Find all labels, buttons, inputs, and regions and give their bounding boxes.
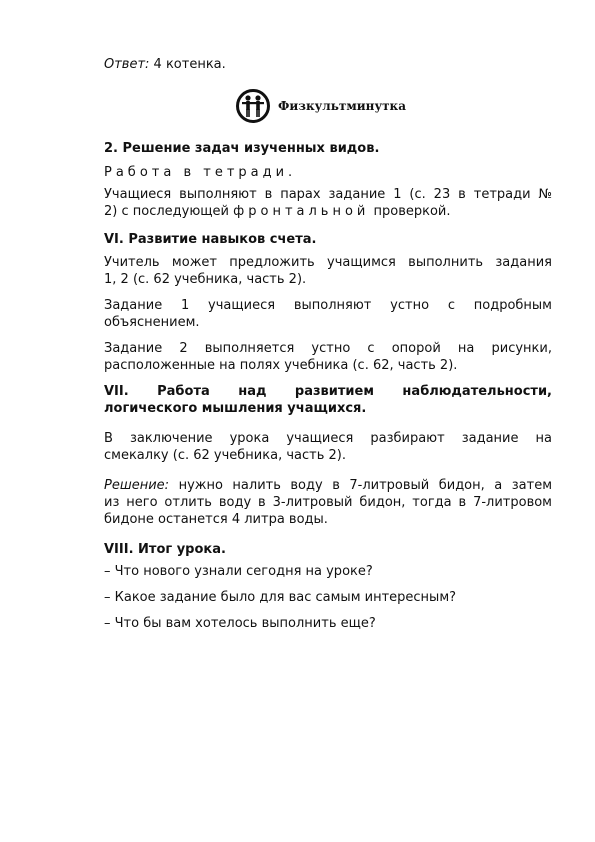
section6-paragraph-line: 1, 2 (с. 62 учебника, часть 2). (104, 272, 307, 287)
solution-line (104, 477, 552, 494)
question-item: – Что нового узнали сегодня на уроке? (104, 564, 373, 579)
question-item: – Что бы вам хотелось выполнить еще? (104, 616, 376, 631)
figures-graphic (240, 94, 266, 118)
section6-heading: VI. Развитие навыков счета. (104, 232, 317, 247)
solution-text: нужно налить воду в 7-литровый бидон, а затем (169, 478, 552, 493)
solution-label: Решение: (104, 478, 170, 493)
spaced-word: фронтальной (233, 204, 370, 219)
section6-paragraph-line: объяснением. (104, 315, 200, 330)
section7-paragraph-line: В заключение урока учащиеся разбирают задание на (104, 431, 552, 446)
section6-paragraph-line: Задание 2 выполняется устно с опорой на рисунки, (104, 341, 552, 356)
text-fragment: 2) с последующей (104, 204, 234, 219)
solution-line: бидоне останется 4 литра воды. (104, 512, 328, 527)
exercise-break-banner (232, 86, 418, 126)
banner-title: Физкультминутка (278, 99, 406, 113)
answer-label: Ответ: (104, 57, 150, 72)
two-figures-icon (236, 89, 270, 123)
section2-paragraph-line (104, 203, 552, 220)
section6-paragraph-line: Учитель может предложить учащимся выполнить задания (104, 255, 552, 270)
solution-line: из него отлить воду в 3-литровый бидон, тогда в 7-литровом (104, 495, 552, 510)
answer-text: 4 котенка. (149, 57, 226, 72)
section8-heading: VIII. Итог урока. (104, 542, 226, 557)
section6-paragraph-line: Задание 1 учащиеся выполняют устно с подробным (104, 298, 552, 313)
section7-heading-line: VII. Работа над развитием наблюдательности, (104, 384, 552, 399)
section2-subheading: Работа в тетради. (104, 165, 297, 180)
section2-heading: 2. Решение задач изученных видов. (104, 141, 380, 156)
answer-line (104, 56, 552, 73)
section6-paragraph-line: расположенные на полях учебника (с. 62, часть 2). (104, 358, 458, 373)
section7-paragraph-line: смекалку (с. 62 учебника, часть 2). (104, 448, 346, 463)
question-item: – Какое задание было для вас самым интересным? (104, 590, 457, 605)
text-fragment: проверкой. (369, 204, 451, 219)
section2-paragraph-line: Учащиеся выполняют в парах задание 1 (с. 23 в тетради № (104, 187, 552, 202)
section7-heading-line: логического мышления учащихся. (104, 401, 367, 416)
